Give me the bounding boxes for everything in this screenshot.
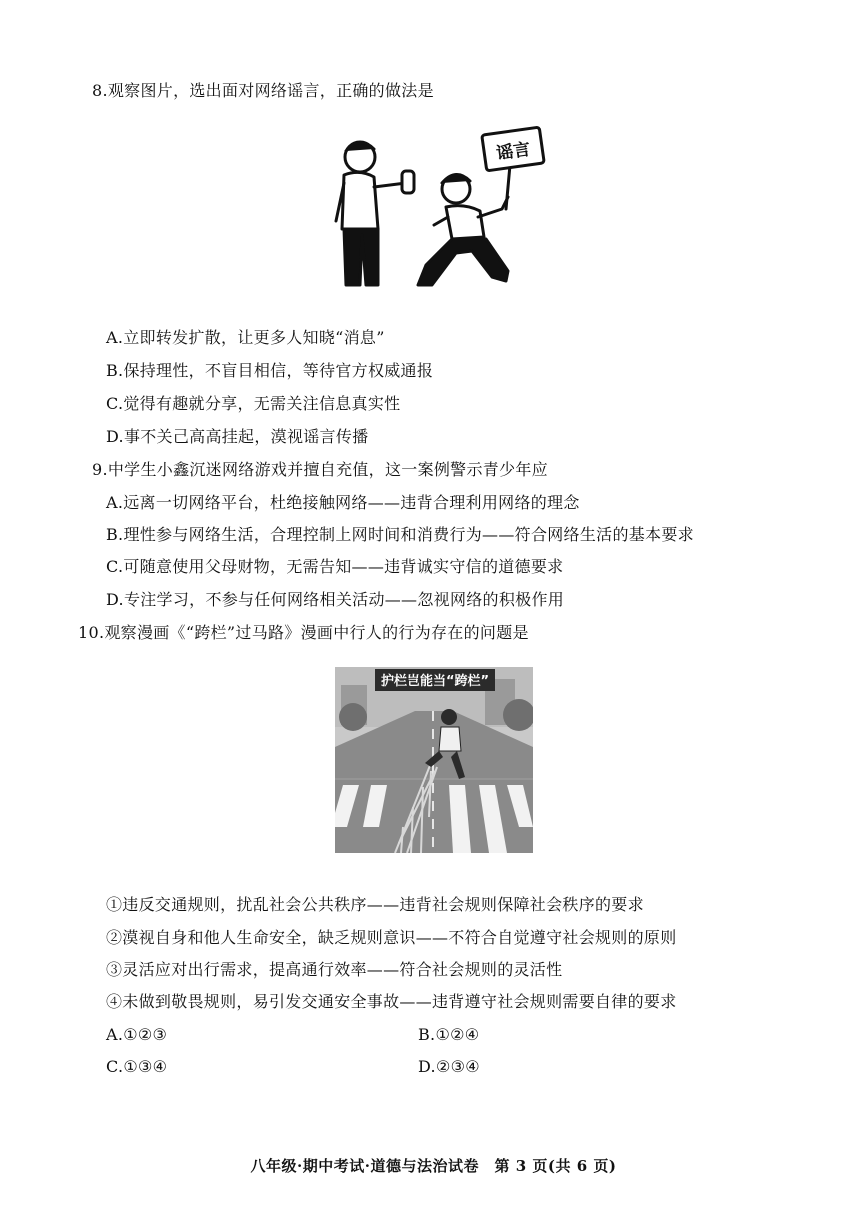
- q10-choice-c: C.①③④: [106, 1057, 168, 1076]
- q8-option-b: B.保持理性，不盲目相信，等待官方权威通报: [106, 361, 434, 380]
- q10-choice-a: A.①②③: [106, 1025, 168, 1044]
- q10-statement-1: ①违反交通规则，扰乱社会公共秩序——违背社会规则保障社会秩序的要求: [106, 895, 644, 914]
- q10-stem: 10.观察漫画《“跨栏”过马路》漫画中行人的行为存在的问题是: [78, 623, 529, 642]
- q9-option-d: D.专注学习，不参与任何网络相关活动——忽视网络的积极作用: [106, 590, 565, 609]
- q9-option-a: A.远离一切网络平台，杜绝接触网络——违背合理利用网络的理念: [106, 493, 580, 512]
- q10-choice-d: D.②③④: [418, 1057, 480, 1076]
- q9-stem: 9.中学生小鑫沉迷网络游戏并擅自充值，这一案例警示青少年应: [92, 460, 548, 479]
- rumor-sign-text: 谣言: [495, 139, 532, 165]
- q10-statement-3: ③灵活应对出行需求，提高通行效率——符合社会规则的灵活性: [106, 960, 563, 979]
- q9-option-b: B.理性参与网络生活，合理控制上网时间和消费行为——符合网络生活的基本要求: [106, 525, 694, 544]
- q8-option-a: A.立即转发扩散，让更多人知晓“消息”: [106, 328, 385, 347]
- q8-illustration: [322, 125, 552, 295]
- q10-statement-4: ④未做到敬畏规则，易引发交通安全事故——违背遵守社会规则需要自律的要求: [106, 992, 677, 1011]
- q10-choice-b: B.①②④: [418, 1025, 480, 1044]
- q8-option-d: D.事不关己高高挂起，漠视谣言传播: [106, 427, 369, 446]
- q10-statement-2: ②漠视自身和他人生命安全，缺乏规则意识——不符合自觉遵守社会规则的原则: [106, 928, 677, 947]
- q8-stem: 8.观察图片，选出面对网络谣言，正确的做法是: [92, 81, 434, 100]
- q9-option-c: C.可随意使用父母财物，无需告知——违背诚实守信的道德要求: [106, 557, 564, 576]
- page-footer: 八年级·期中考试·道德与法治试卷 第 3 页(共 6 页): [250, 1157, 617, 1175]
- q10-comic: [335, 667, 533, 853]
- comic-caption: 护栏岂能当“跨栏”: [380, 674, 490, 689]
- q8-option-c: C.觉得有趣就分享，无需关注信息真实性: [106, 394, 401, 413]
